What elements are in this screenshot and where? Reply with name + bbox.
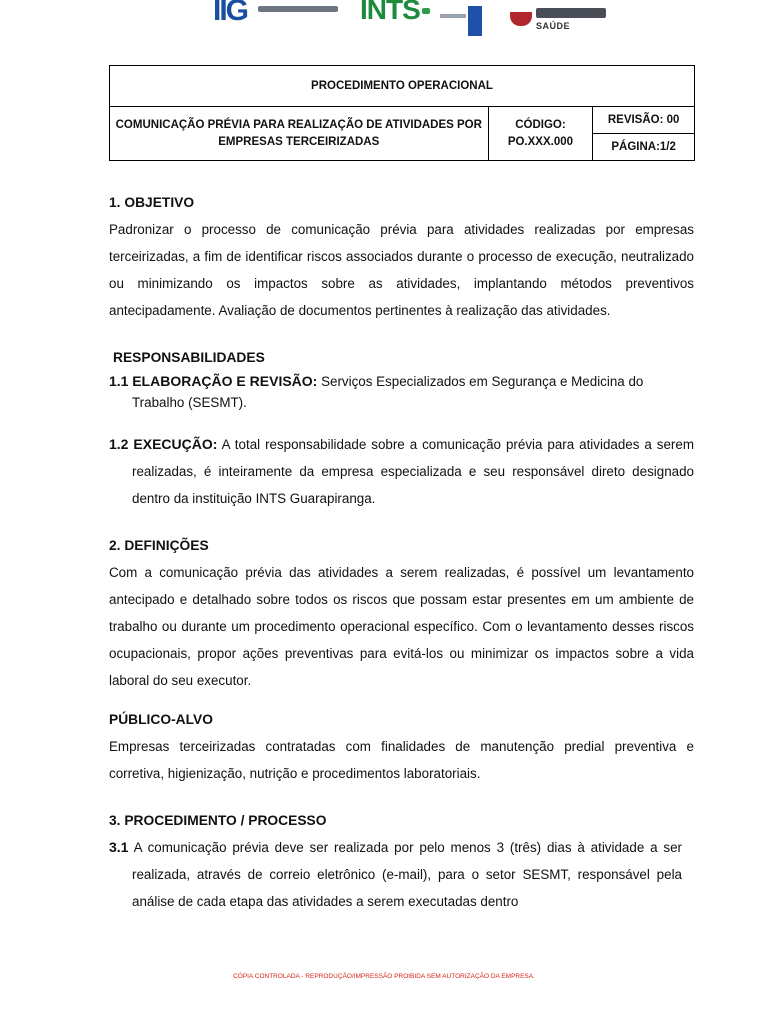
document-body: [109, 195, 694, 915]
code-label: CÓDIGO:: [515, 118, 566, 131]
item-label: EXECUÇÃO:: [133, 436, 218, 452]
item-text: A comunicação prévia deve ser realizada por pelo menos 3 (três) dias à atividade a ser realizada, através de correio eletrônico (e-mail), para o setor SESMT, responsável pela análise de cada etapa das atividades a serem executadas dentro: [132, 840, 682, 909]
document-type: PROCEDIMENTO OPERACIONAL: [110, 66, 695, 107]
document-title: COMUNICAÇÃO PRÉVIA PARA REALIZAÇÃO DE ATIVIDADES POR EMPRESAS TERCEIRIZADAS: [110, 107, 489, 161]
crest-icon: [510, 12, 532, 26]
revision-cell: REVISÃO: 00: [593, 107, 695, 134]
section-heading-publico-alvo: PÚBLICO-ALVO: [109, 712, 213, 727]
responsabilidade-item: [109, 371, 694, 413]
item-text: Serviços Especializados em Segurança e Medicina do Trabalho (SESMT).: [132, 374, 644, 410]
code-value: PO.XXX.000: [507, 135, 574, 148]
header-logos: [0, 0, 768, 40]
item-label: ELABORAÇÃO E REVISÃO:: [132, 373, 318, 389]
document-code: [488, 107, 593, 161]
item-text: A total responsabilidade sobre a comunicação prévia para atividades a serem realizadas, é inteiramente da empresa especializada e seu responsável direto designado dentro da instituição INTS Guarapiranga.: [132, 437, 694, 506]
item-number: 1.2: [109, 436, 129, 452]
government-health-logo: SAÚDE: [510, 0, 610, 36]
partner-logo: INTS: [360, 0, 430, 30]
objetivo-text: Padronizar o processo de comunicação prévia para atividades realizadas por empresas terceirizadas, a fim de identificar riscos associados durante o processo de execução, neutralizado ou minimizando os impactos sobre as atividades, implantando métodos preventivos antecipadamente. Avaliação de documentos pertinentes à realização das atividades.: [109, 222, 694, 318]
responsabilidade-item: [109, 431, 694, 512]
section-heading-responsabilidades: RESPONSABILIDADES: [113, 350, 265, 365]
section-heading-definicoes: 2. DEFINIÇÕES: [109, 538, 209, 553]
ints-logo: IIG: [213, 0, 343, 30]
publico-alvo-text: Empresas terceirizadas contratadas com finalidades de manutenção predial preventiva e corretiva, higienização, nutrição e procedimentos laboratoriais.: [109, 739, 694, 781]
controlled-copy-footer: CÓPIA CONTROLADA - REPRODUÇÃO/IMPRESSÃO PROIBIDA SEM AUTORIZAÇÃO DA EMPRESA.: [233, 973, 535, 980]
item-number: 1.1: [109, 373, 129, 389]
page-cell: PÁGINA:1/2: [593, 134, 695, 161]
document-header-table: [109, 65, 695, 161]
section-heading-objetivo: 1. OBJETIVO: [109, 195, 195, 210]
definicoes-text: Com a comunicação prévia das atividades a serem realizadas, é possível um levantamento antecipado e detalhado sobre todos os riscos que possam estar presentes em um ambiente de trabalho ou durante um procedimento operacional específico. Com o levantamento desses riscos ocupacionais, propor ações preventivas para evitá-los ou minimizar os impactos sobre a vida laboral do seu executor.: [109, 565, 694, 688]
item-number: 3.1: [109, 839, 129, 855]
flag-logo: [440, 6, 484, 36]
section-heading-procedimento: 3. PROCEDIMENTO / PROCESSO: [109, 813, 327, 828]
procedimento-item: [109, 834, 682, 915]
